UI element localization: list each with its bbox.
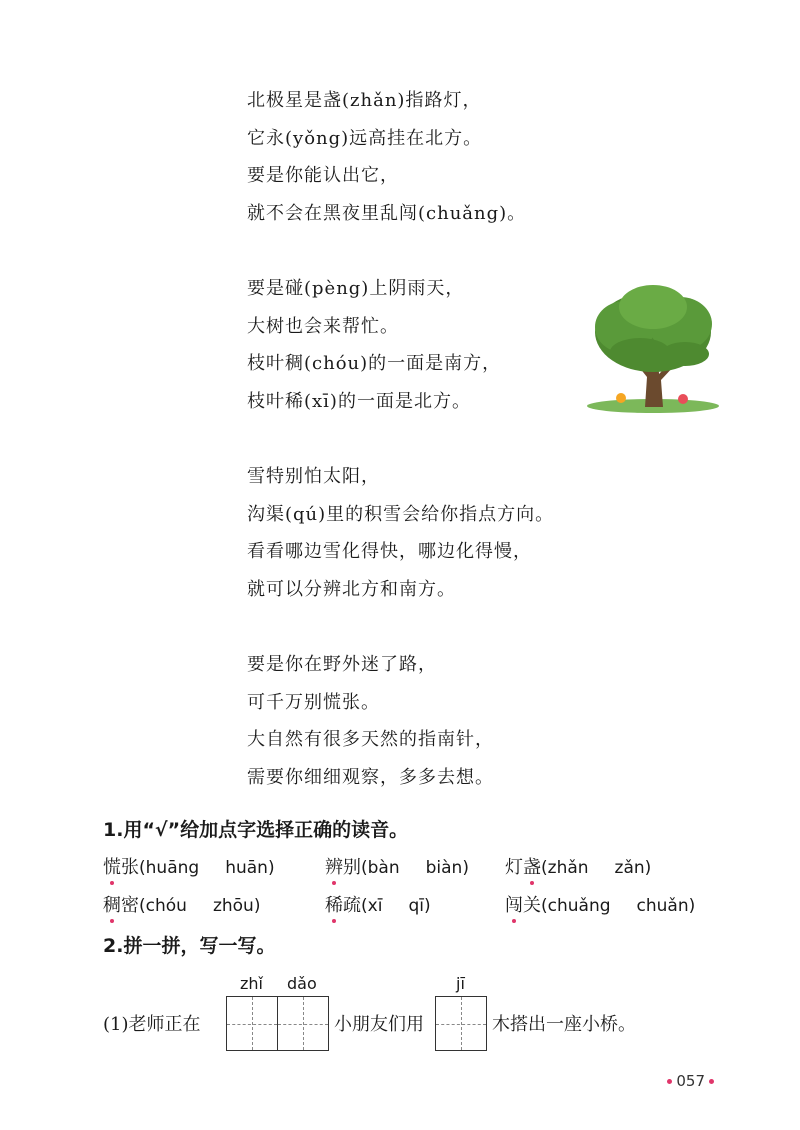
emphasis-dot	[332, 919, 336, 923]
option-a[interactable]: zhǎn	[547, 858, 589, 878]
poem-line: 就可以分辨北方和南方。	[247, 578, 456, 600]
exercise-2-sentence-part3: 木搭出一座小桥。	[492, 1014, 636, 1035]
writing-cell[interactable]	[278, 997, 328, 1050]
poem-line: 它永(yǒng)远高挂在北方。	[247, 127, 483, 149]
option-a[interactable]: huāng	[145, 858, 200, 878]
stanza-4	[247, 646, 554, 796]
page-number: 057	[663, 1072, 718, 1090]
poem	[247, 82, 554, 834]
dotted-char: 稠	[103, 895, 121, 916]
pinyin-choice[interactable]: 稠 密(chóu zhōu)	[103, 891, 260, 917]
stanza-3	[247, 458, 554, 608]
writing-cell[interactable]	[436, 997, 486, 1050]
poem-line: 枝叶稀(xī)的一面是北方。	[247, 390, 471, 412]
poem-line: 大树也会来帮忙。	[247, 315, 399, 337]
dotted-char: 慌	[103, 857, 121, 878]
writing-cell[interactable]	[227, 997, 278, 1050]
emphasis-dot	[110, 919, 114, 923]
option-a[interactable]: chuǎng	[547, 896, 611, 916]
option-a[interactable]: bàn	[367, 858, 400, 878]
exercise-1-title: 1.用“√”给加点字选择正确的读音。	[103, 819, 409, 841]
exercise-2-title: 2.拼一拼，写一写。	[103, 935, 276, 957]
stanza-1	[247, 82, 554, 232]
option-b[interactable]: chuǎn	[636, 896, 689, 916]
exercise-2-sentence-part2: 小朋友们用	[334, 1014, 424, 1035]
poem-line: 要是碰(pèng)上阴雨天，	[247, 278, 465, 299]
poem-line: 就不会在黑夜里乱闯(chuǎng)。	[247, 202, 527, 224]
tree-illustration	[585, 282, 720, 414]
option-b[interactable]: huān	[225, 858, 268, 878]
emphasis-dot	[512, 919, 516, 923]
dotted-char: 稀	[325, 895, 343, 916]
poem-line: 要是你在野外迷了路，	[247, 654, 437, 675]
poem-line: 要是你能认出它，	[247, 165, 399, 186]
poem-line: 雪特别怕太阳，	[247, 466, 380, 487]
poem-line: 北极星是盏(zhǎn)指路灯，	[247, 90, 482, 111]
option-b[interactable]: qī	[408, 896, 424, 916]
pinyin-hint: dǎo	[287, 974, 317, 993]
pinyin-choice[interactable]: 灯盏 (zhǎn zǎn)	[505, 853, 651, 879]
exercise-2-sentence-1: (1)老师正在	[103, 1014, 201, 1035]
option-a[interactable]: xī	[367, 896, 383, 916]
poem-line: 需要你细细观察，多多去想。	[247, 766, 494, 788]
poem-line: 沟渠(qú)里的积雪会给你指点方向。	[247, 503, 555, 525]
option-a[interactable]: chóu	[145, 896, 187, 916]
pinyin-choice[interactable]: 闯 关(chuǎng chuǎn)	[505, 891, 695, 917]
writing-grid-zhidao[interactable]	[226, 996, 329, 1051]
stanza-2	[247, 270, 554, 420]
poem-line: 大自然有很多天然的指南针，	[247, 729, 494, 750]
dotted-char: 闯	[505, 895, 523, 916]
option-b[interactable]: biàn	[425, 858, 463, 878]
emphasis-dot	[110, 881, 114, 885]
pinyin-choice[interactable]: 辨 别(bàn biàn)	[325, 853, 469, 879]
writing-grid-ji[interactable]	[435, 996, 487, 1051]
dotted-char: 盏	[523, 857, 541, 878]
pinyin-choice[interactable]: 稀 疏(xī qī)	[325, 891, 431, 917]
poem-line: 看看哪边雪化得快，哪边化得慢，	[247, 541, 532, 562]
option-b[interactable]: zhōu	[212, 896, 254, 916]
emphasis-dot	[332, 881, 336, 885]
emphasis-dot	[530, 881, 534, 885]
pinyin-choice[interactable]: 慌 张(huāng huān)	[103, 853, 275, 879]
poem-line: 枝叶稠(chóu)的一面是南方，	[247, 353, 502, 374]
pinyin-hint: jī	[456, 974, 465, 993]
pinyin-hint: zhǐ	[240, 974, 263, 993]
option-b[interactable]: zǎn	[614, 858, 645, 878]
dotted-char: 辨	[325, 857, 343, 878]
poem-line: 可千万别慌张。	[247, 691, 380, 713]
